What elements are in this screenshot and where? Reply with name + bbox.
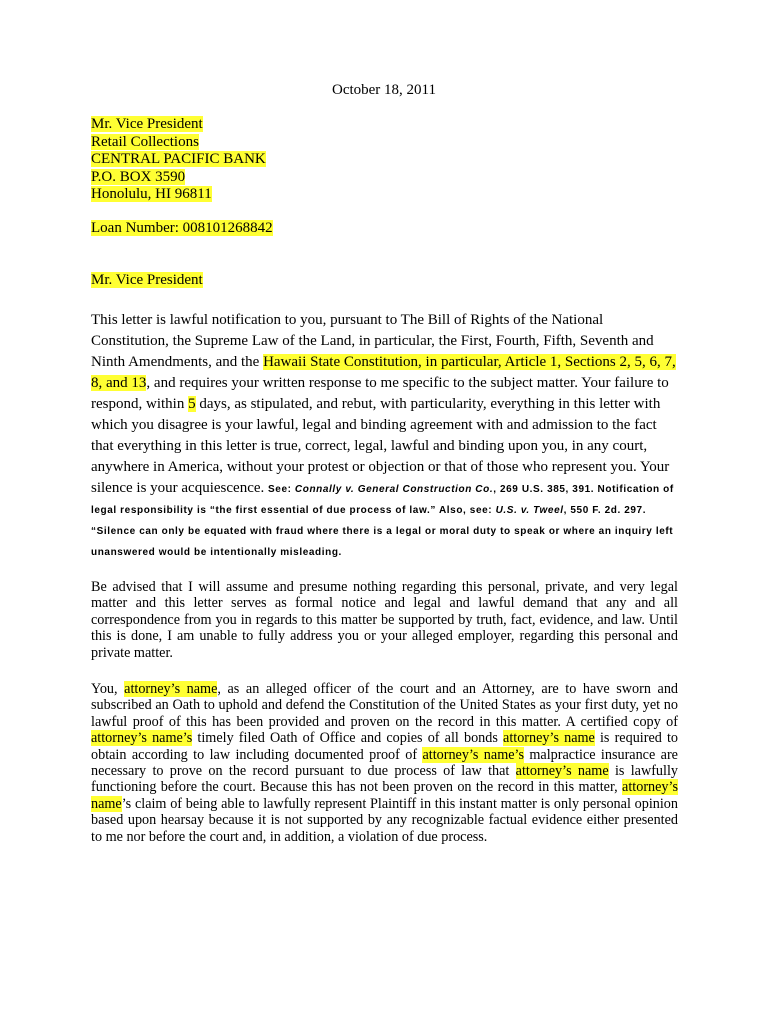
address-line-1: Mr. Vice President: [91, 116, 203, 132]
p3-text-4: is required to obtain according to law including documented proof of: [91, 730, 679, 763]
p3-text-6: is lawfully functioning before the court. Because this has not been proven on the record in this matter,: [91, 763, 679, 796]
address-line-3: CENTRAL PACIFIC BANK: [91, 151, 266, 167]
cite-text-2: , 550 F. 2d. 297. “Silence can only be equated with fraud where there is a legal or moral duty to speak or where an inquiry left unanswered would be intentionally misleading.: [91, 505, 674, 558]
p3-text-1: You,: [91, 681, 125, 697]
p3-highlight-6: attorney’s name: [91, 779, 678, 812]
p1-text-3: days, as stipulated, and rebut, with particularity, everything in this letter with which you disagree is your lawful, legal and binding agreement with and admission to the fact that everything in this letter is true, correct, legal, lawful and binding upon you, in any court, anywhere in America, without your protest or objection or that of those who represent you. Your silence is your acquiescence.: [91, 396, 670, 496]
loan-number: Loan Number: 008101268842: [91, 220, 273, 236]
p1-highlight-days: 5: [188, 396, 196, 412]
p3-highlight-5: attorney’s name: [515, 763, 609, 780]
address-line-5: Honolulu, HI 96811: [91, 186, 212, 202]
p1-highlight-constitution: Hawaii State Constitution, in particular, Article 1, Sections 2, 5, 6, 7, 8, and 13: [91, 354, 676, 391]
p1-text-1: This letter is lawful notification to you, pursuant to The Bill of Rights of the National Constitution, the Supreme Law of the Land, in particular, the First, Fourth, Fifth, Seventh and Ninth Amendments, and the: [91, 312, 654, 370]
p1-text-2: , and requires your written response to me specific to the subject matter. Your failure to respond, within: [91, 375, 669, 412]
p3-text-2: , as an alleged officer of the court and an Attorney, are to have sworn and subscribed an Oath to uphold and defend the Constitution of the United States as your first duty, yet no lawful proof of this has been provided and proven on the record in this matter. A certified copy of: [91, 681, 679, 730]
p3-highlight-1: attorney’s name: [124, 681, 218, 697]
paragraph-attorney: [91, 681, 678, 845]
cite-text-1: , 269 U.S. 385, 391. Notification of legal responsibility is “the first essential of due process of law.” Also, see:: [91, 484, 674, 516]
letter-date: October 18, 2011: [331, 82, 436, 98]
paragraph-advised: Be advised that I will assume and presume nothing regarding this personal, private, and very legal matter and this letter serves as formal notice and legal and lawful demand that any and all correspondence from you in regards to this matter be supported by truth, fact, evidence, and law. Until this is done, I am unable to fully address you or your alleged employer, regarding this personal and private matter.: [91, 579, 678, 661]
salutation: Mr. Vice President: [91, 272, 203, 288]
p3-highlight-2: attorney’s name’s: [91, 730, 193, 747]
recipient-address: [91, 116, 266, 204]
p3-highlight-3: attorney’s name: [503, 730, 595, 747]
p3-highlight-4: attorney’s name’s: [422, 746, 524, 763]
p3-text-3: timely filed Oath of Office and copies of all bonds: [192, 730, 504, 747]
cite-case-2: U.S. v. Tweel: [495, 505, 564, 516]
address-line-2: Retail Collections: [91, 133, 199, 150]
cite-see: See:: [268, 484, 295, 495]
address-line-4: P.O. BOX 3590: [91, 168, 186, 185]
p3-text-5: malpractice insurance are necessary to prove on the record pursuant to due process of law that: [91, 746, 678, 780]
cite-case-1: Connally v. General Construction Co.: [294, 484, 494, 495]
paragraph-notification: [91, 310, 681, 562]
p3-text-7: ’s claim of being able to lawfully represent Plaintiff in this instant matter is only personal opinion based upon hearsay because it is not supported by any recognizable factual evidence either presented to me nor before the court and, in addition, a violation of due process.: [91, 795, 678, 845]
